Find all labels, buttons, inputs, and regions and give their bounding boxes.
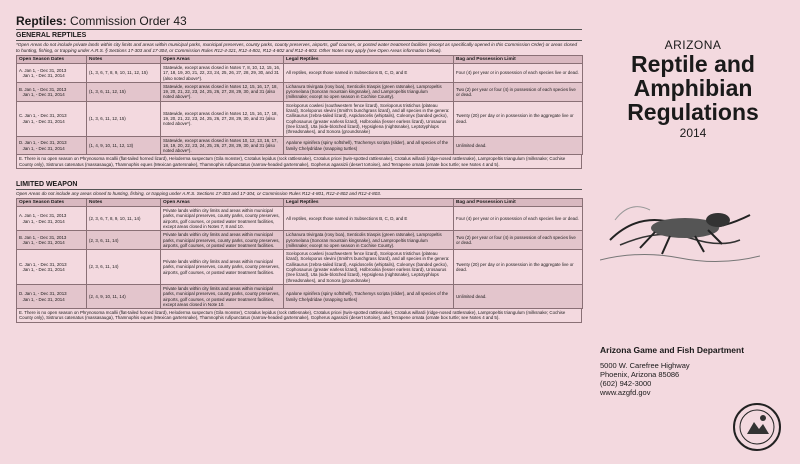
cell-bag: Unlimited dead.: [454, 136, 583, 155]
cell-dates: A. Jan 1, - Dec 31, 2013 Jan 1, - Dec 31, 2014: [17, 64, 87, 83]
page-title: Reptiles: Commission Order 43: [16, 14, 582, 30]
department-name: Arizona Game and Fish Department: [600, 345, 745, 355]
col-header: Legal Reptiles: [284, 56, 454, 64]
limited-weapon-table: [16, 198, 583, 309]
cell-legal: Apalone spinifera (spiny softshell), Trachemys scripta (slider), and all species of the family Chelydridae (snapping turtles): [284, 284, 454, 308]
table-row: [17, 284, 583, 308]
section-heading-general: GENERAL REPTILES: [16, 31, 582, 41]
cell-bag: Twenty (20) per day or in possession in the aggregate live or dead.: [454, 250, 583, 285]
cell-areas: Private lands within city limits and areas within municipal parks, municipal preserves, county parks, county preserves, airports, golf courses, or posted water treatment facilities.: [161, 231, 284, 250]
cell-dates: C. Jan 1, - Dec 31, 2013 Jan 1, - Dec 31, 2014: [17, 250, 87, 285]
lizard-illustration-icon: [600, 170, 760, 270]
table-row: [17, 101, 583, 136]
cell-notes: (1, 3, 6, 7, 8, 9, 10, 11, 12, 15): [87, 64, 161, 83]
cell-legal: All reptiles, except those named in Subsections B, C, D, and E: [284, 64, 454, 83]
cell-legal: Apalone spinifera (spiny softshell), Trachemys scripta (slider), and all species of the family Chelydridae (snapping turtles): [284, 136, 454, 155]
cell-legal: Sceloporus cowlesi (southwestern fence lizard), Sceloporus tristichus (plateau lizard), Sceloporus slevini (Smith's bunchgrass lizard), and all species in the genera: Callisaurus (zebra-tailed lizard), Aspidoscelis (whiptails), Coleonyx (banded gecko), Cophosaurus (greater earless lizard), Holbrookia (lesser earless lizard), Urosaurus (tree lizard), Uta (side-blotched lizard), Hypsiglena (nightsnake), Leptotyphlops (threadsnakes), and Sonora (groundsnake): [284, 250, 454, 285]
general-reptiles-table: [16, 55, 583, 155]
general-footnote: E. There is no open season on Phrynosoma mcallii (flat-tailed horned lizard), Heloderma suspectum (Gila monster), Crotalus lepidus (rock rattlesnake), Crotalus pricei (twin-spotted rattlesnake), Crotalus willardi (ridge-nosed rattlesnake), Lampropeltis triangulum (milksnake; Cochise County only), Sistrurus catenatus (massasauga), Thamnophis eques (Mexican gartersnake), Thamnophis rufipunctatus (narrow-headed gartersnake), Gopherus agassizii (desert tortoise), and Terrapene ornata (ornate box turtle; see Notes 4 and 5).: [16, 155, 582, 169]
table-row: [17, 136, 583, 155]
col-header: Bag and Possession Limit: [454, 56, 583, 64]
cell-dates: D. Jan 1, - Dec 31, 2013 Jan 1, - Dec 31, 2014: [17, 284, 87, 308]
cell-bag: Four (4) per year or in possession of each species live or dead.: [454, 64, 583, 83]
cell-notes: (2, 3, 6, 11, 14): [87, 250, 161, 285]
col-header: Bag and Possession Limit: [454, 199, 583, 207]
cell-dates: B. Jan 1, - Dec 31, 2013 Jan 1, - Dec 31, 2014: [17, 231, 87, 250]
cell-areas: Statewide, except areas closed in Notes 10, 12, 13, 16, 17, 18, 19, 20, 22, 23, 24, 25, 26, 27, 28, 29, 30, and 31 (also noted above*).: [161, 136, 284, 155]
cell-notes: (1, 4, 9, 10, 11, 12, 13): [87, 136, 161, 155]
cover-panel: [600, 14, 786, 456]
cell-bag: Two (2) per year or four (4) in possession of each species live or dead.: [454, 231, 583, 250]
cell-bag: Four (4) per year or in possession of each species live or dead.: [454, 207, 583, 231]
limited-footnote: E. There is no open season on Phrynosoma mcallii (flat-tailed horned lizard), Heloderma suspectum (Gila monster), Crotalus lepidus (rock rattlesnake), Crotalus pricei (twin-spotted rattlesnake), Crotalus willardi (ridge-nosed rattlesnake), Lampropeltis triangulum (milksnake; Cochise County only), Sistrurus catenatus (massasauga), Thamnophis eques (Mexican gartersnake), Thamnophis rufipunctatus (narrow-headed gartersnake), Gopherus agassizii (desert tortoise), and Terrapene ornata (ornate box turtle; see Notes 4 and 5).: [16, 309, 582, 323]
cell-legal: All reptiles, except those named in Subsections B, C, D, and E: [284, 207, 454, 231]
cell-notes: (1, 3, 6, 11, 12, 15): [87, 82, 161, 101]
general-note: *Open Areas do not include private lands within city limits and areas within municipal parks, municipal preserves, county parks, county preserves, airports, golf courses, or posted water treatment facilities (except as specifically opened in this Commission Order) or areas closed to hunting, fishing, or trapping under A.R.S. § Sections 17-303 and 17-304, or Commission Rules R12-4-321, R12-4-801, R12-4-802 and R12-4-803. Other Notes may apply (see Open Areas information below).: [16, 42, 578, 53]
table-row: [17, 64, 583, 83]
col-header: Open Season Dates: [17, 199, 87, 207]
cell-areas: Statewide, except areas closed in Notes 12, 15, 16, 17, 18, 19, 20, 21, 22, 23, 24, 25, 26, 27, 28, 29, 30, and 31 (also noted above*).: [161, 101, 284, 136]
cell-dates: C. Jan 1, - Dec 31, 2013 Jan 1, - Dec 31, 2014: [17, 101, 87, 136]
cell-bag: Unlimited dead.: [454, 284, 583, 308]
cell-bag: Two (2) per year or four (4) in possession of each species live or dead.: [454, 82, 583, 101]
col-header: Open Areas: [161, 56, 284, 64]
table-row: [17, 250, 583, 285]
cell-areas: Statewide, except areas closed in Notes 7, 8, 10, 12, 15, 16, 17, 18, 19, 20, 21, 22, 23, 24, 25, 26, 27, 28, 29, 30, and 31 (also noted above*).: [161, 64, 284, 83]
cell-legal: Lichanura trivirgata (rosy boa), Senticolis triaspis (green ratsnake), Lampropeltis pyromelana (Sonoran mountain kingsnake), and Lampropeltis triangulum (milksnake; except no open season in Cochise County).: [284, 231, 454, 250]
cell-legal: Sceloporus cowlesi (southwestern fence lizard), Sceloporus tristichus (plateau lizard), Sceloporus slevini (Smith's bunchgrass lizard), and all species in the genera: Callisaurus (zebra-tailed lizard), Aspidoscelis (whiptails), Coleonyx (banded gecko), Cophosaurus (greater earless lizard), Holbrookia (lesser earless lizard), Urosaurus (tree lizard), Uta (side-blotched lizard), Hypsiglena (nightsnake), Leptotyphlops (threadsnakes), and Sonora (groundsnake): [284, 101, 454, 136]
cell-areas: Statewide, except areas closed in Notes 12, 15, 16, 17, 18, 19, 20, 21, 22, 23, 24, 25, 26, 27, 28, 29, 30, and 31 (also noted above*).: [161, 82, 284, 101]
cell-areas: Private lands within city limits and areas within municipal parks, municipal preserves, county parks, county preserves, airports, golf courses, or posted water treatment facilities, except areas closed in Notes 7, 8 and 10.: [161, 207, 284, 231]
cell-notes: (1, 3, 6, 11, 12, 15): [87, 101, 161, 136]
cell-notes: (2, 3, 6, 7, 8, 9, 10, 11, 14): [87, 207, 161, 231]
limited-note: Open Areas do not include any areas closed to hunting, fishing, or trapping under A.R.S. Sections 17-303 and 17-304, or Commission Rules R12-4-801, R12-4-802 and R12-4-803.: [16, 191, 382, 197]
col-header: Open Season Dates: [17, 56, 87, 64]
cell-bag: Twenty (20) per day or in possession in the aggregate live or dead.: [454, 101, 583, 136]
department-address: 5000 W. Carefree Highway Phoenix, Arizona 85086 (602) 942-3000 www.azgfd.gov: [600, 361, 690, 397]
cover-title: Reptile and Amphibian Regulations: [627, 51, 759, 125]
cell-dates: B. Jan 1, - Dec 31, 2013 Jan 1, - Dec 31, 2014: [17, 82, 87, 101]
cell-notes: (2, 3, 6, 11, 14): [87, 231, 161, 250]
cell-areas: Private lands within city limits and areas within municipal parks, municipal preserves, county parks, county preserves, airports, golf courses, or posted water treatment facilities, except areas closed in Note 10.: [161, 284, 284, 308]
cell-notes: (2, 4, 9, 10, 11, 14): [87, 284, 161, 308]
col-header: Legal Reptiles: [284, 199, 454, 207]
section-heading-limited: LIMITED WEAPON: [16, 180, 582, 190]
department-seal-icon: [732, 402, 782, 452]
col-header: Notes: [87, 199, 161, 207]
cell-dates: D. Jan 1, - Dec 31, 2013 Jan 1, - Dec 31, 2014: [17, 136, 87, 155]
cover-year: 2014: [679, 126, 707, 140]
cover-state: ARIZONA: [664, 38, 722, 52]
regulations-panel: [16, 14, 582, 456]
cell-dates: A. Jan 1, - Dec 31, 2013 Jan 1, - Dec 31, 2014: [17, 207, 87, 231]
table-row: [17, 207, 583, 231]
table-row: [17, 231, 583, 250]
cell-legal: Lichanura trivirgata (rosy boa), Senticolis triaspis (green ratsnake), Lampropeltis pyromelana (Sonoran mountain kingsnake), and Lampropeltis triangulum (milksnake; except no open season in Cochise County).: [284, 82, 454, 101]
cell-areas: Private lands within city limits and areas within municipal parks, municipal preserves, county parks, county preserves, airports, golf courses, or posted water treatment facilities.: [161, 250, 284, 285]
col-header: Open Areas: [161, 199, 284, 207]
col-header: Notes: [87, 56, 161, 64]
table-row: [17, 82, 583, 101]
